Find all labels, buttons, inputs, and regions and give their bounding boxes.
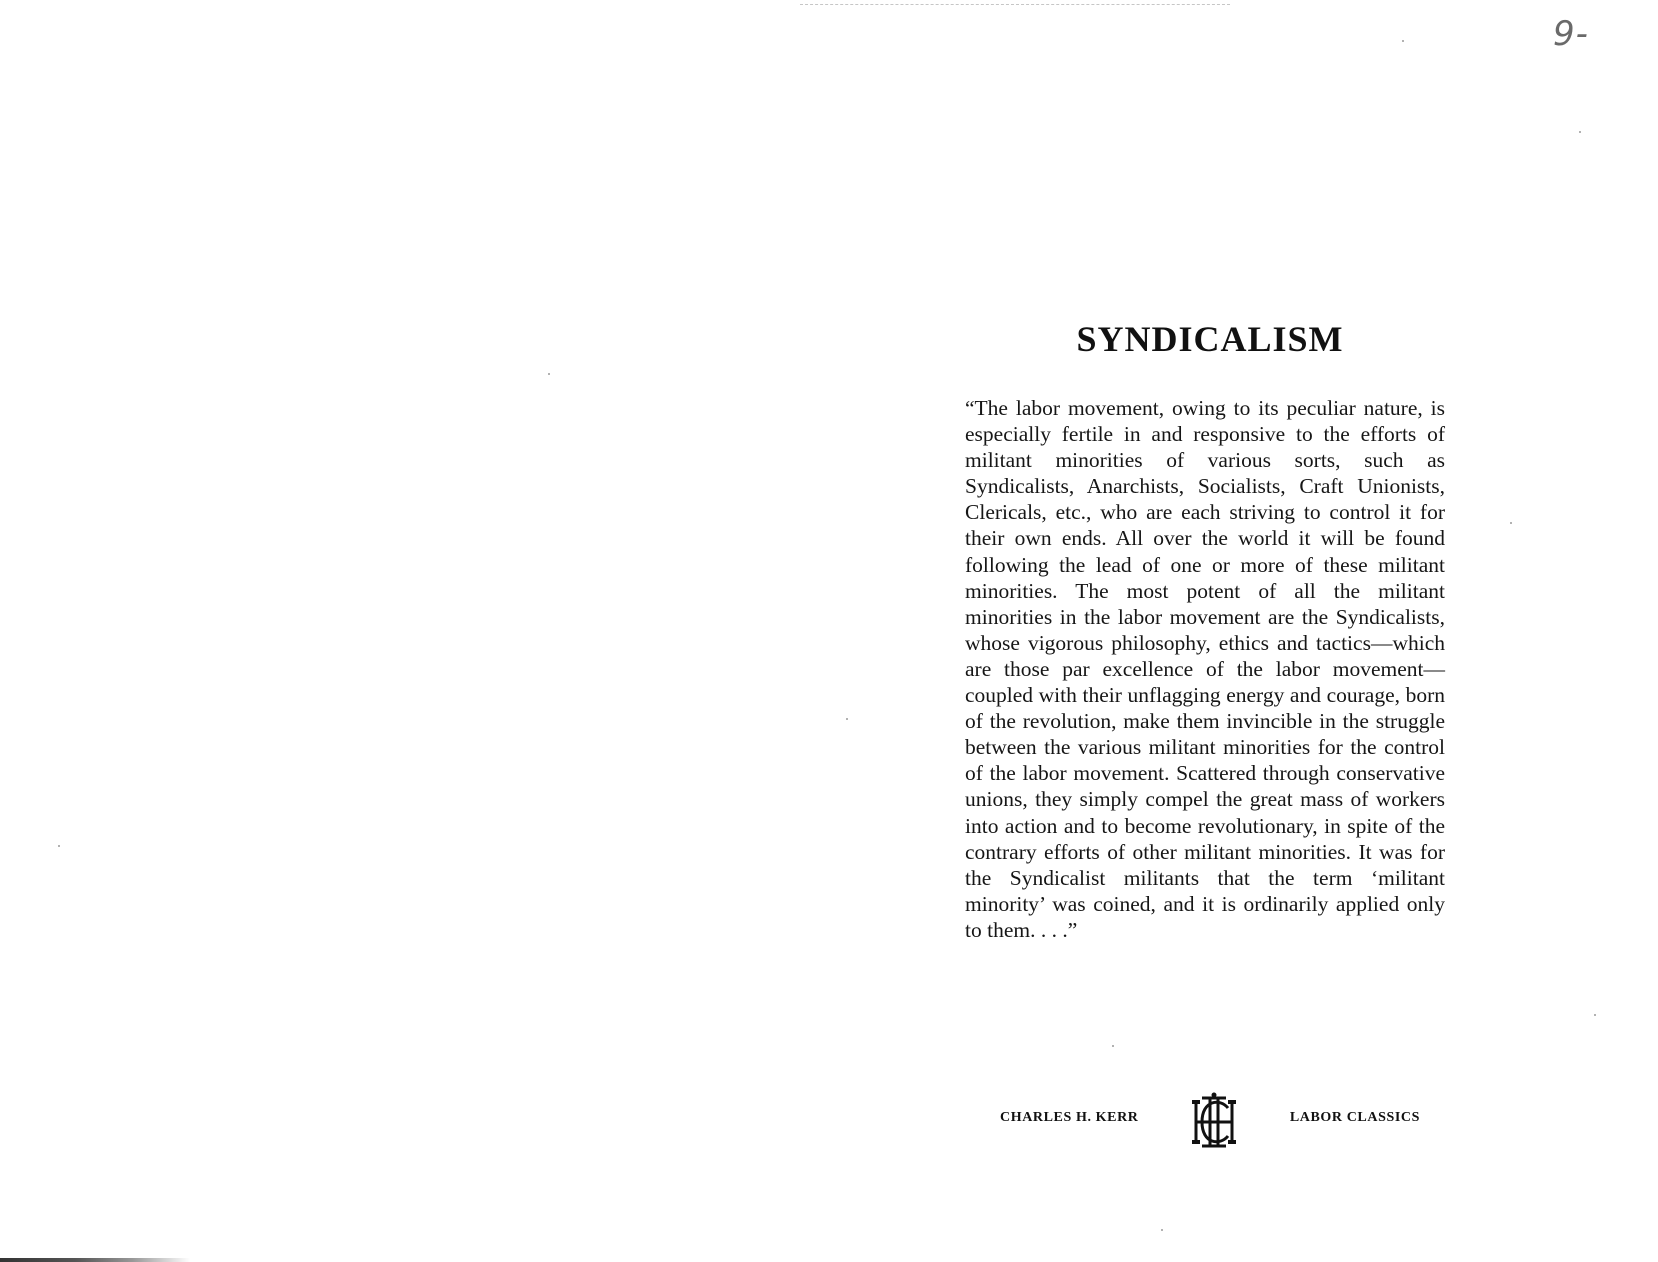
scan-speck (58, 845, 60, 847)
scan-speck (1402, 40, 1404, 42)
scan-speck (1594, 1014, 1596, 1016)
scan-speck (1579, 131, 1581, 133)
scan-speck (846, 718, 848, 720)
scan-speck (1112, 1045, 1114, 1047)
series-name: LABOR CLASSICS (1289, 1110, 1420, 1125)
scan-artifact-bottom (0, 1258, 190, 1262)
scan-speck (1510, 522, 1512, 524)
publisher-name: CHARLES H. KERR (1000, 1110, 1139, 1125)
book-title: SYNDICALISM (1076, 319, 1344, 359)
publisher-imprint (1000, 1092, 1420, 1152)
scan-speck (548, 373, 550, 375)
scan-speck (1161, 1229, 1163, 1231)
back-cover-quote: “The labor movement, owing to its peculiar nature, is especially fertile in and responsive to the efforts of militant minorities of various sorts, such as Syndicalists, Anarchists, Socialists, Craft Unionists, Clericals, etc., who are each striving to control it for their own ends. All over the world it will be found following the lead of one or more of these militant minorities. The most potent of all the militant minorities in the labor movement are the Syndicalists, whose vigorous philosophy, ethics and tactics—which are those par excellence of the labor movement—coupled with their unflagging energy and courage, born of the revolution, make them invincible in the struggle between the various militant minorities for the control of the labor movement. Scattered through conservative unions, they simply compel the great mass of workers into action and to become revolutionary, in spite of the contrary efforts of other militant minorities. It was for the Syndicalist militants that the term ‘militant minority’ was coined, and it is ordinarily applied only to them. . . .” (965, 396, 1445, 942)
handwritten-page-mark: 9- (1553, 14, 1589, 54)
publisher-monogram-icon (1188, 1092, 1240, 1152)
scan-artifact-top (800, 4, 1230, 8)
